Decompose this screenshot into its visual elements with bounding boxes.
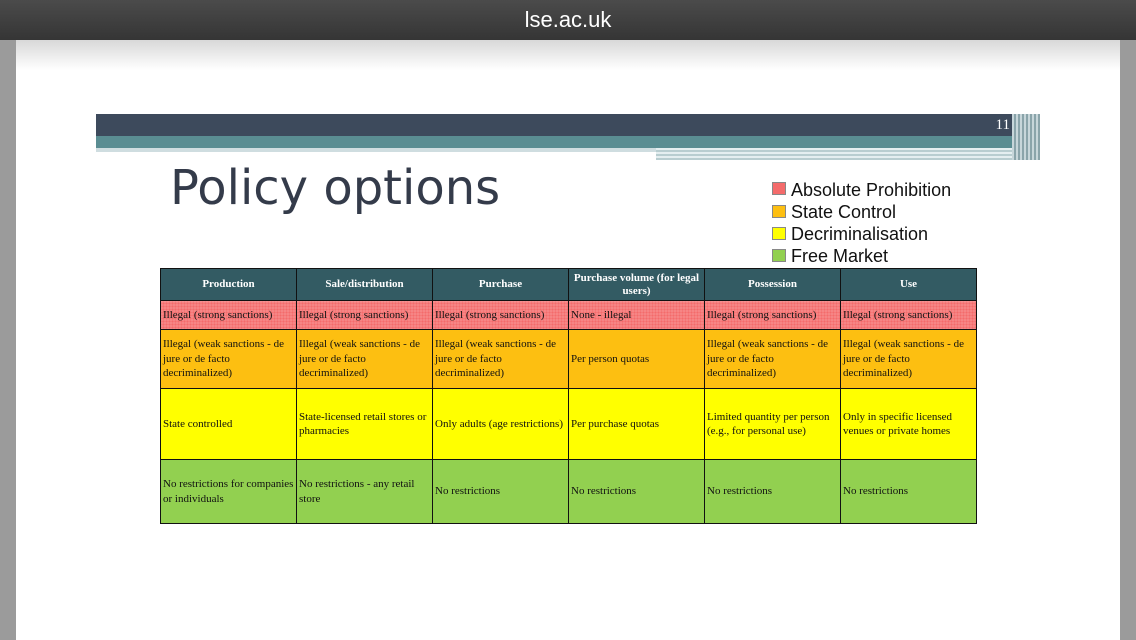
table-cell: No restrictions - any retail store — [297, 460, 433, 524]
header-band-dark — [96, 114, 1040, 136]
table-cell: State-licensed retail stores or pharmacies — [297, 389, 433, 460]
table-cell: No restrictions — [433, 460, 569, 524]
table-cell: Illegal (weak sanctions - de jure or de facto decriminalized) — [841, 330, 977, 389]
table-cell: Illegal (strong sanctions) — [161, 301, 297, 330]
legend-item-decriminalisation — [772, 224, 1012, 246]
slide-title: Policy options — [170, 160, 501, 216]
table-cell: No restrictions — [841, 460, 977, 524]
table-cell: No restrictions — [569, 460, 705, 524]
table-row-absolute-prohibition — [161, 301, 977, 330]
table-row-state-control — [161, 330, 977, 389]
browser-address-bar — [0, 0, 1136, 40]
header-band-teal — [96, 136, 1040, 148]
legend-label: Absolute Prohibition — [791, 180, 952, 200]
header-band-striped — [656, 148, 1040, 160]
table-cell: Limited quantity per person (e.g., for personal use) — [705, 389, 841, 460]
legend-swatch — [772, 249, 786, 262]
header-band-stripes-right — [1012, 114, 1040, 160]
table-cell: No restrictions — [705, 460, 841, 524]
legend-item-state-control — [772, 202, 1012, 224]
column-header-purchase: Purchase — [433, 269, 569, 301]
column-header-sale-distribution: Sale/distribution — [297, 269, 433, 301]
table-cell: Illegal (strong sanctions) — [841, 301, 977, 330]
page-shadow — [16, 40, 1120, 70]
legend-swatch — [772, 227, 786, 240]
legend-swatch — [772, 205, 786, 218]
policy-options-table — [160, 268, 977, 524]
slide-number: 11 — [995, 117, 1010, 133]
legend-label: Decriminalisation — [791, 224, 929, 244]
legend-swatch — [772, 182, 786, 195]
table-cell: Illegal (weak sanctions - de jure or de facto decriminalized) — [705, 330, 841, 389]
header-band-light — [96, 148, 656, 152]
table-cell: No restrictions for companies or individuals — [161, 460, 297, 524]
table-cell: Illegal (weak sanctions - de jure or de facto decriminalized) — [161, 330, 297, 389]
column-header-production: Production — [161, 269, 297, 301]
table-cell: Illegal (strong sanctions) — [297, 301, 433, 330]
table-cell: Illegal (weak sanctions - de jure or de facto decriminalized) — [297, 330, 433, 389]
table-cell: Illegal (strong sanctions) — [705, 301, 841, 330]
column-header-use: Use — [841, 269, 977, 301]
table-row-decriminalisation — [161, 389, 977, 460]
legend-item-absolute-prohibition — [772, 180, 1012, 202]
url-text[interactable]: lse.ac.uk — [524, 7, 612, 32]
table-row-free-market — [161, 460, 977, 524]
legend-label: State Control — [791, 202, 897, 222]
table-header-row — [161, 269, 977, 301]
table-cell: Illegal (strong sanctions) — [433, 301, 569, 330]
column-header-possession: Possession — [705, 269, 841, 301]
table-cell: Per person quotas — [569, 330, 705, 389]
legend — [772, 180, 1012, 268]
table-cell: State controlled — [161, 389, 297, 460]
table-cell: Illegal (weak sanctions - de jure or de facto decriminalized) — [433, 330, 569, 389]
table-cell: Only in specific licensed venues or private homes — [841, 389, 977, 460]
legend-label: Free Market — [791, 246, 889, 266]
table-cell: Per purchase quotas — [569, 389, 705, 460]
table-cell: None - illegal — [569, 301, 705, 330]
legend-item-free-market — [772, 246, 1012, 268]
table-cell: Only adults (age restrictions) — [433, 389, 569, 460]
column-header-purchase-volume: Purchase volume (for legal users) — [569, 269, 705, 301]
